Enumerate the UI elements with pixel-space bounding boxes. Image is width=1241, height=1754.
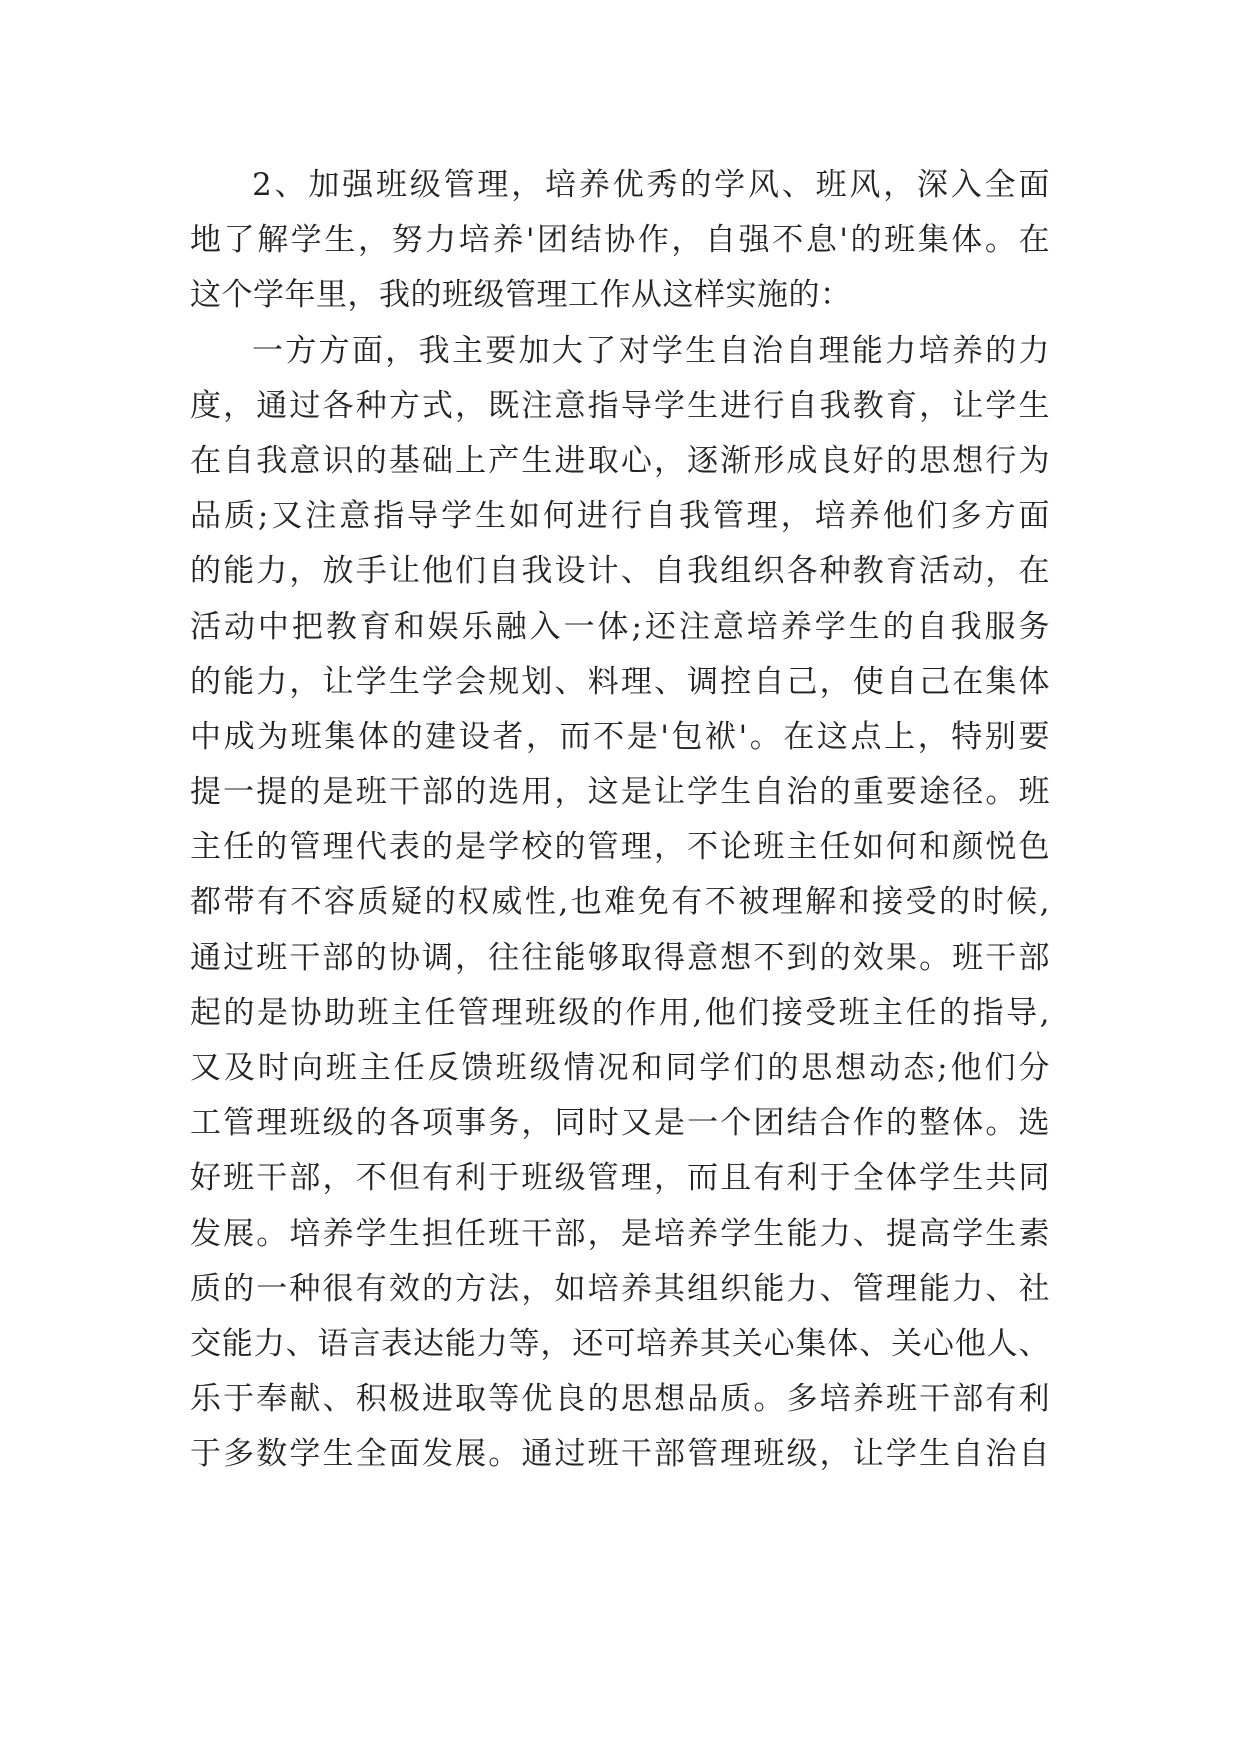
paragraph-line: 的能力，让学生学会规划、料理、调控自己，使自己在集体: [190, 663, 1050, 700]
paragraph-line: 又及时向班主任反馈班级情况和同学们的思想动态;他们分: [190, 1050, 1050, 1086]
paragraph-line: 度，通过各种方式，既注意指导学生进行自我教育，让学生: [190, 387, 1050, 424]
paragraph-line: 通过班干部的协调，往往能够取得意想不到的效果。班干部: [190, 939, 1050, 976]
paragraph-line: 好班干部，不但有利于班级管理，而且有利于全体学生共同: [190, 1160, 1050, 1197]
paragraph-line: 2、加强班级管理，培养优秀的学风、班风，深入全面: [252, 167, 1050, 203]
paragraph-line: 活动中把教育和娱乐融入一体;还注意培养学生的自我服务: [190, 608, 1050, 645]
paragraph-line: 乐于奉献、积极进取等优良的思想品质。多培养班干部有利: [190, 1381, 1050, 1418]
paragraph-line: 质的一种很有效的方法，如培养其组织能力、管理能力、社: [190, 1270, 1050, 1307]
paragraph-line: 品质;又注意指导学生如何进行自我管理，培养他们多方面: [190, 498, 1050, 535]
paragraph-line: 于多数学生全面发展。通过班干部管理班级，让学生自治自: [190, 1436, 1050, 1473]
paragraph-line: 主任的管理代表的是学校的管理，不论班主任如何和颜悦色: [190, 829, 1050, 866]
paragraph-line: 交能力、语言表达能力等，还可培养其关心集体、关心他人、: [190, 1325, 1050, 1362]
paragraph-line: 都带有不容质疑的权威性,也难免有不被理解和接受的时候,: [190, 884, 1050, 921]
paragraph-line: 工管理班级的各项事务，同时又是一个团结合作的整体。选: [190, 1105, 1050, 1142]
paragraph-line: 在自我意识的基础上产生进取心，逐渐形成良好的思想行为: [190, 442, 1050, 479]
paragraph-line: 一方方面，我主要加大了对学生自治自理能力培养的力: [252, 332, 1050, 369]
document-body: [190, 158, 1050, 1483]
paragraph-line: 地了解学生，努力培养'团结协作，自强不息'的班集体。在: [190, 222, 1050, 259]
paragraph-line: 这个学年里，我的班级管理工作从这样实施的：: [190, 277, 852, 314]
paragraph-line: 提一提的是班干部的选用，这是让学生自治的重要途径。班: [190, 774, 1050, 811]
paragraph-line: 中成为班集体的建设者，而不是'包袱'。在这点上，特别要: [190, 718, 1050, 755]
paragraph-line: 发展。培养学生担任班干部，是培养学生能力、提高学生素: [190, 1215, 1050, 1252]
paragraph-line: 的能力，放手让他们自我设计、自我组织各种教育活动，在: [190, 553, 1050, 590]
paragraph-line: 起的是协助班主任管理班级的作用,他们接受班主任的指导,: [190, 994, 1050, 1031]
